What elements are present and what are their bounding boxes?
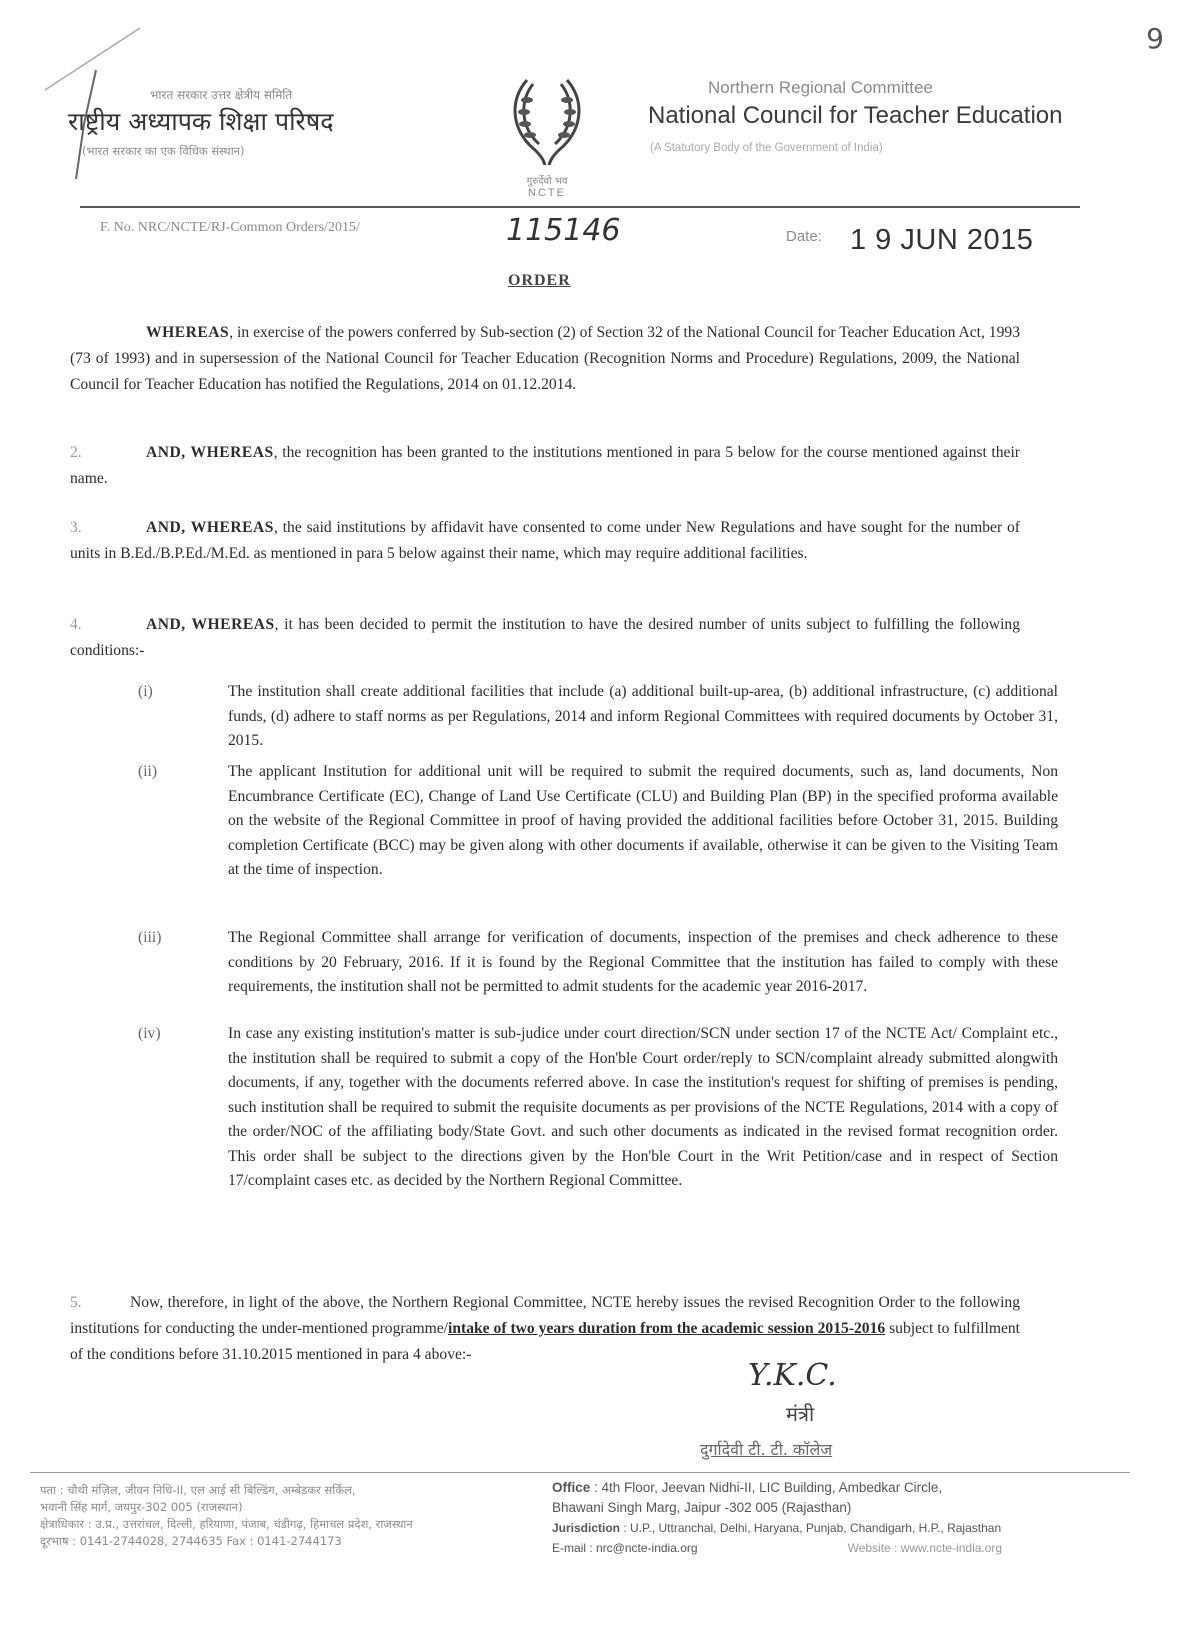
committee-name: Northern Regional Committee: [708, 78, 933, 97]
ncte-logo: [492, 70, 602, 199]
condition-iii: [138, 926, 1058, 1000]
paragraph-lead: WHEREAS: [146, 324, 230, 341]
pen-stroke-icon: [66, 64, 106, 184]
stamp-designation: मंत्री: [786, 1402, 815, 1426]
stamp-college-name: दुर्गादेवी टी. टी. कॉलेज: [700, 1440, 833, 1459]
footer-hindi-line: भवानी सिंह मार्ग, जयपुर-302 005 (राजस्थान): [40, 1500, 243, 1514]
paragraph-text: , in light of the above, the Northern Regional Committee, NCTE hereby issues the revised Recognition Order to the following institutions for conducting the under-mentioned programme/: [70, 1294, 1020, 1337]
paragraph-lead: AND, WHEREAS: [146, 444, 274, 461]
paragraph-4: [70, 612, 1020, 664]
condition-ii: [138, 760, 1058, 883]
office-address-line2: Bhawani Singh Marg, Jaipur -302 005 (Rajasthan): [552, 1500, 852, 1515]
logo-caption: NCTE: [528, 187, 566, 199]
signature-scribble: Y.K.C.: [748, 1358, 837, 1393]
jurisdiction-text: : U.P., Uttranchal, Delhi, Haryana, Punjab, Chandigarh, H.P., Rajasthan: [623, 1521, 1002, 1535]
paragraph-text: , the said institutions by affidavit have consented to come under New Regulations and have sought for the number of units in B.Ed./B.P.Ed./M.Ed. as mentioned in para 5 below against their name, which may require additional facilities.: [70, 519, 1020, 562]
condition-number: (iii): [138, 929, 162, 946]
file-number: F. No. NRC/NCTE/RJ-Common Orders/2015/: [100, 220, 360, 235]
condition-text: In case any existing institution's matter is sub-judice under court direction/SCN under section 17 of the NCTE Act/ Complaint etc., the institution shall be required to submit a copy of the Hon'ble Court order/reply to SCN/complaint already submitted alongwith documents, if any, together with the documents referred above. In case the institution's request for shifting of premises is pending, such institution shall be required to submit the requisite documents as per provisions of the NCTE Regulations, 2014 with a copy of the order/NOC of the affiliating body/State Govt. and such other documents as indicated in the revised format recognition order. This order shall be subject to the directions given by the Hon'ble Court in the Writ Petition/case and in respect of Section 17/complaint cases etc. as decided by the Northern Regional Committee.: [228, 1025, 1058, 1189]
paragraph-lead: Now, therefore: [130, 1294, 224, 1311]
condition-number: (iv): [138, 1025, 161, 1042]
ncte-emblem-icon: [497, 70, 597, 170]
paragraph-text-end: subject to fulfillment of the conditions before 31.10.2015 mentioned in para 4 above:-: [70, 1320, 1021, 1363]
date-label: Date:: [786, 228, 822, 245]
logo-motto: गुरुर्देवो भव: [526, 176, 568, 187]
paragraph-text: , in exercise of the powers conferred by Sub-section (2) of Section 32 of the National Council for Teacher Education Act, 1993 (73 of 1993) and in supersession of the National Council for Teacher Education (Recognition Norms and Procedure) Regulations, 2009, the National Council for Teacher Education has notified the Regulations, 2014 on 01.12.2014.: [70, 324, 1020, 393]
condition-text: The institution shall create additional facilities that include (a) additional built-up-area, (b) additional infrastructure, (c) additional funds, (d) adhere to staff norms as per Regulations, 2014 and inform Regional Committees with required documents by October 31, 2015.: [228, 683, 1058, 749]
paragraph-number: 4.: [70, 616, 82, 633]
website-text: Website : www.ncte-india.org: [847, 1541, 1003, 1555]
order-title: ORDER: [508, 272, 571, 289]
office-label: Office: [552, 1480, 591, 1495]
paragraph-2: [70, 440, 1020, 492]
paragraph-1: [70, 320, 1020, 398]
condition-i: [138, 680, 1058, 754]
paragraph-number: 3.: [70, 519, 82, 536]
council-title: National Council for Teacher Education: [648, 102, 1063, 129]
condition-iv: [138, 1022, 1058, 1194]
hindi-subtitle: (भारत सरकार का एक विधिक संस्थान): [82, 144, 245, 158]
paragraph-number: 5.: [70, 1294, 82, 1311]
condition-text: The applicant Institution for additional unit will be required to submit the required documents, such as, land documents, Non Encumbrance Certificate (EC), Change of Land Use Certificate (CLU) and Building Plan (BP) in the specified proforma available on the website of the Regional Committee in proof of having provided the additional facilities before October 31, 2015. Building completion Certificate (BCC) may be given along with other documents if available, otherwise it can be given to the Visiting Team at the time of inspection.: [228, 763, 1058, 878]
footer-divider: [30, 1472, 1130, 1473]
paragraph-text: , it has been decided to permit the institution to have the desired number of units subject to fulfilling the following conditions:-: [70, 616, 1020, 659]
email-text: E-mail : nrc@ncte-india.org: [552, 1541, 698, 1555]
paragraph-number: 2.: [70, 444, 82, 461]
footer-english-address: [552, 1478, 1142, 1558]
handwritten-number: 115146: [506, 213, 621, 248]
header-divider: [80, 206, 1080, 208]
hindi-committee-line: भारत सरकार उत्तर क्षेत्रीय समिति: [150, 88, 293, 102]
paragraph-lead: AND, WHEREAS: [146, 616, 275, 633]
footer-hindi-line: पता : चौथी मंज़िल, जीवन निधि-II, एल आई सी बिल्डिंग, अम्बेडकर सर्किल,: [40, 1483, 356, 1497]
paragraph-lead: AND, WHEREAS: [146, 519, 274, 536]
paragraph-5: [70, 1290, 1020, 1368]
paragraph-text: , the recognition has been granted to the institutions mentioned in para 5 below for the course mentioned against their name.: [70, 444, 1020, 487]
hindi-council-title: राष्ट्रीय अध्यापक शिक्षा परिषद: [68, 107, 334, 136]
jurisdiction-label: Jurisdiction: [552, 1521, 621, 1535]
condition-number: (i): [138, 683, 153, 700]
footer-hindi-line: दूरभाष : 0141-2744028, 2744635 Fax : 0141-2744173: [40, 1534, 342, 1548]
paragraph-3: [70, 515, 1020, 567]
page-number: 9: [1146, 22, 1164, 55]
condition-number: (ii): [138, 763, 158, 780]
footer-hindi-address: [40, 1482, 550, 1550]
footer-hindi-line: क्षेत्राधिकार : उ.प्र., उत्तरांचल, दिल्ली, हरियाणा, पंजाब, चंडीगढ़, हिमाचल प्रदेश, राजस्थान: [40, 1517, 413, 1531]
condition-text: The Regional Committee shall arrange for verification of documents, inspection of the premises and check adherence to these conditions by 20 February, 2016. If it is found by the Regional Committee that the institution has failed to comply with these requirements, the institution shall not be permitted to admit students for the academic year 2016-2017.: [228, 929, 1058, 995]
underlined-session-text: intake of two years duration from the academic session 2015-2016: [448, 1320, 886, 1337]
council-subtitle: (A Statutory Body of the Government of India): [650, 142, 883, 154]
date-stamp: 1 9 JUN 2015: [850, 224, 1034, 256]
office-address: : 4th Floor, Jeevan Nidhi-II, LIC Building, Ambedkar Circle,: [594, 1480, 943, 1495]
